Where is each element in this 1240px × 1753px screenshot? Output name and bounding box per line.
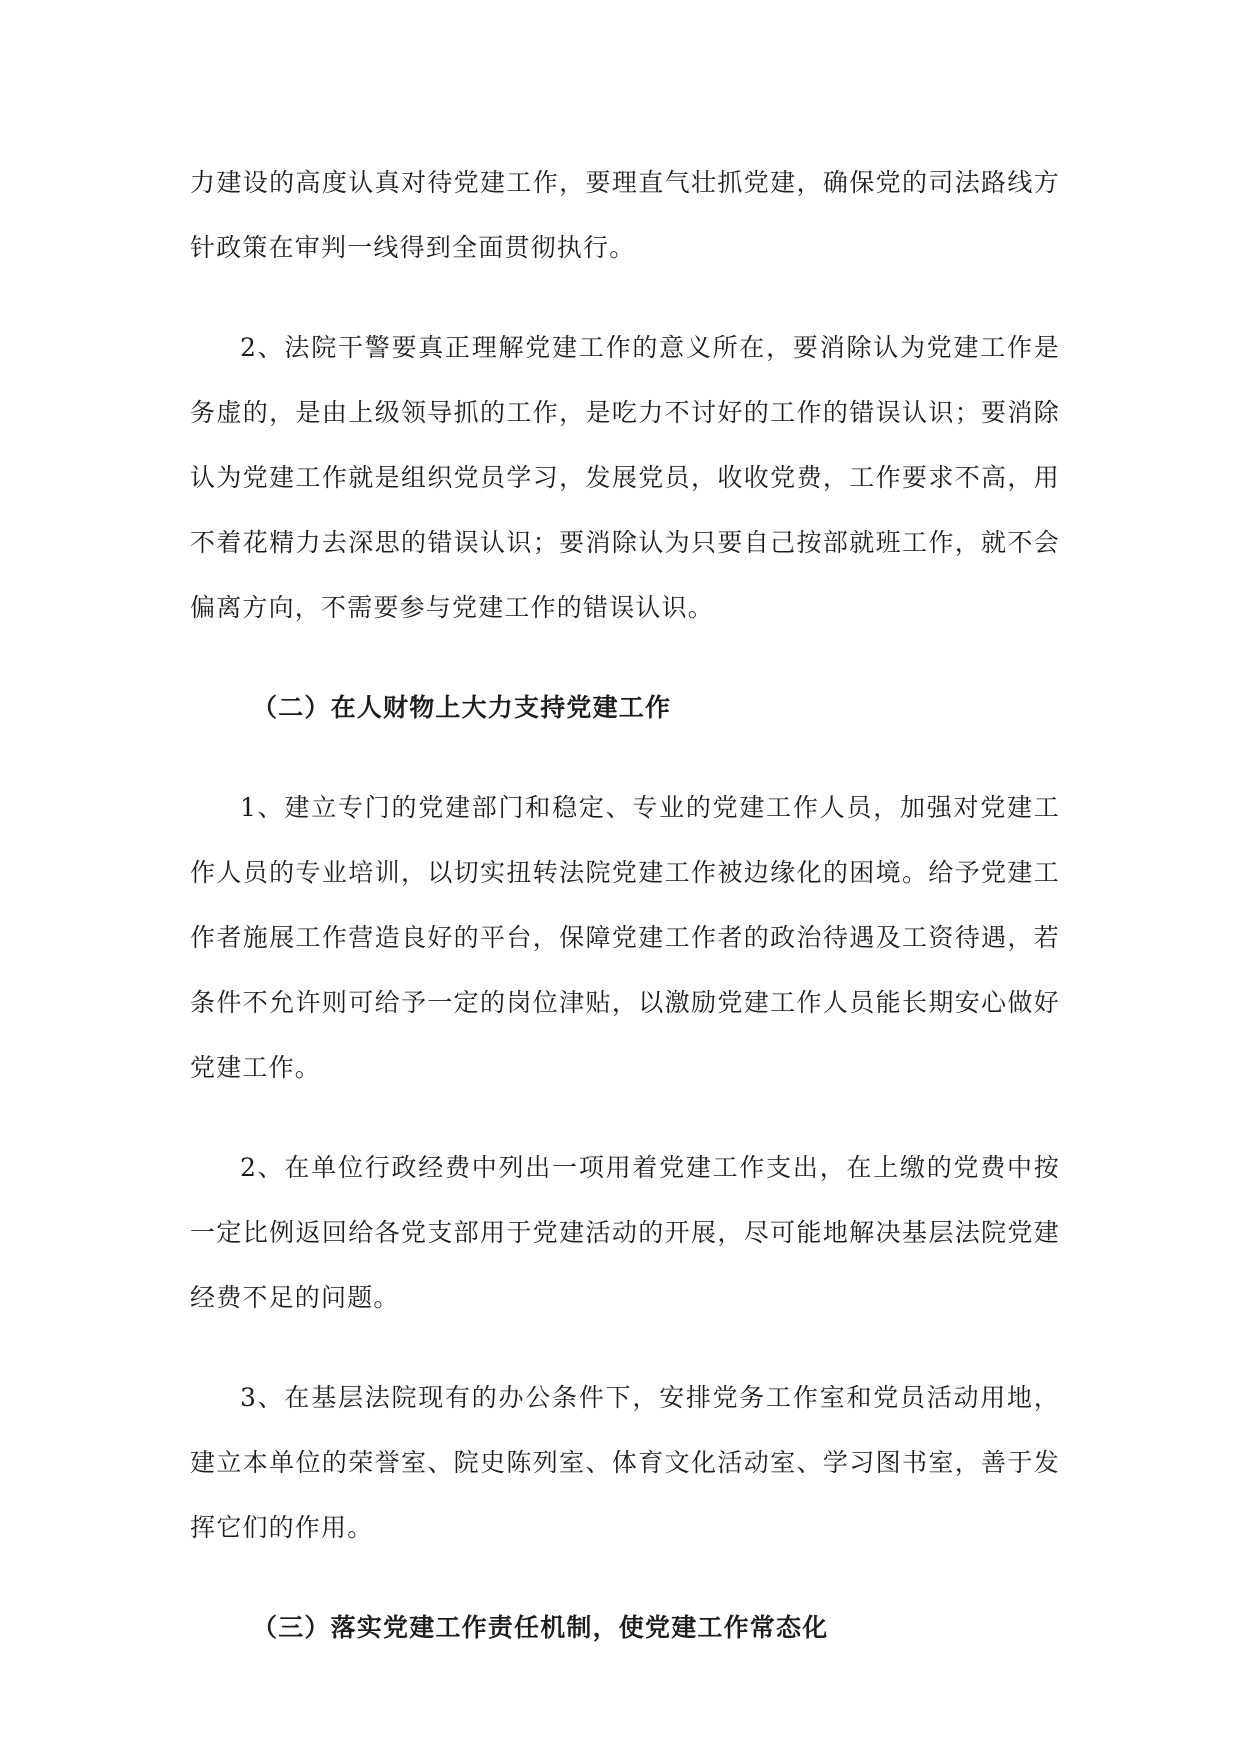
document-body: [190, 150, 1060, 1660]
paragraph-item-3-facilities: 3、在基层法院现有的办公条件下，安排党务工作室和党员活动用地，建立本单位的荣誉室、院史陈列室、体育文化活动室、学习图书室，善于发挥它们的作用。: [190, 1383, 1060, 1542]
section-heading-2: （二）在人财物上大力支持党建工作: [252, 693, 672, 722]
paragraph-continuation: 力建设的高度认真对待党建工作，要理直气壮抓党建，确保党的司法路线方针政策在审判一线得到全面贯彻执行。: [190, 168, 1060, 262]
paragraph-item-2-funding: 2、在单位行政经费中列出一项用着党建工作支出，在上缴的党费中按一定比例返回给各党支部用于党建活动的开展，尽可能地解决基层法院党建经费不足的问题。: [190, 1153, 1060, 1312]
paragraph-item-2-understanding: 2、法院干警要真正理解党建工作的意义所在，要消除认为党建工作是务虚的，是由上级领导抓的工作，是吃力不讨好的工作的错误认识；要消除认为党建工作就是组织党员学习，发展党员，收收党费，工作要求不高，用不着花精力去深思的错误认识；要消除认为只要自己按部就班工作，就不会偏离方向，不需要参与党建工作的错误认识。: [190, 333, 1060, 622]
section-heading-3: （三）落实党建工作责任机制，使党建工作常态化: [252, 1613, 829, 1642]
paragraph-item-1-department: 1、建立专门的党建部门和稳定、专业的党建工作人员，加强对党建工作人员的专业培训，以切实扭转法院党建工作被边缘化的困境。给予党建工作者施展工作营造良好的平台，保障党建工作者的政治待遇及工资待遇，若条件不允许则可给予一定的岗位津贴，以激励党建工作人员能长期安心做好党建工作。: [190, 793, 1060, 1082]
